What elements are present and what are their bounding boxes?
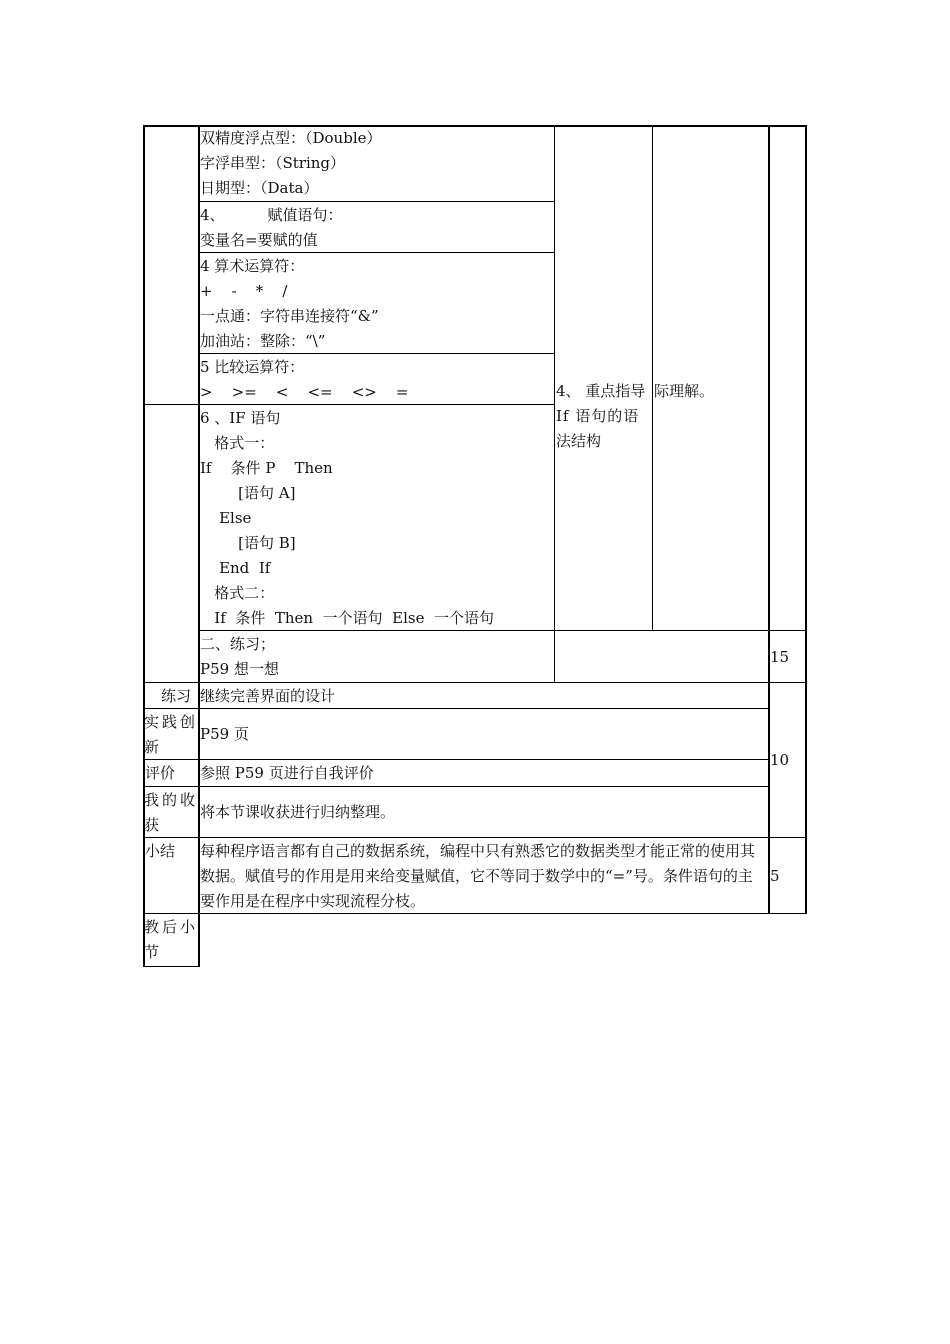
time-summary: 5 xyxy=(770,867,780,885)
assign-syntax: 变量名=要赋的值 xyxy=(200,231,318,249)
if-else: Else xyxy=(200,509,252,527)
if-statement-a: [语句 A] xyxy=(200,484,296,502)
table-bottom-border xyxy=(144,966,200,967)
type-double: 双精度浮点型：（Double） xyxy=(200,129,382,147)
row-content-innovation: P59 页 xyxy=(200,725,249,743)
if-format1-line: If 条件 P Then xyxy=(200,459,333,477)
type-date: 日期型：（Data） xyxy=(200,179,319,197)
row-label-harvest: 我的收获 xyxy=(144,791,199,834)
row-label-summary: 小结 xyxy=(145,842,176,860)
student-activity: 际理解。 xyxy=(654,382,715,400)
row-content-practice: 继续完善界面的设计 xyxy=(200,687,336,705)
if-heading: 6 、IF 语句 xyxy=(200,409,281,427)
row-divider xyxy=(199,201,554,202)
arith-intdiv-note: 加油站：整除：“\” xyxy=(200,332,326,350)
type-string: 字浮串型：（String） xyxy=(200,154,346,172)
row-label-reflection: 教后小节 xyxy=(144,918,199,961)
row-content-harvest: 将本节课收获进行归纳整理。 xyxy=(200,803,396,821)
practice-task: P59 想一想 xyxy=(200,660,279,678)
row-divider xyxy=(144,786,769,787)
row-divider xyxy=(144,759,769,760)
row-content-summary: 每种程序语言都有自己的数据系统，编程中只有熟悉它的数据类型才能正常的使用其数据。赋值号的作用是用来给变量赋值，它不等同于数学中的“=”号。条件语句的主要作用是在程序中实现流程分枝。 xyxy=(200,842,756,910)
row-divider xyxy=(144,682,806,683)
row-label-practice: 练习 xyxy=(161,687,192,705)
row-label-innovation: 实践创新 xyxy=(144,713,199,756)
compare-operators: > >= < <= <> = xyxy=(200,383,409,401)
time-middle: 10 xyxy=(770,751,790,769)
arith-concat-note: 一点通：字符串连接符“&” xyxy=(200,307,379,325)
if-format2-line: If 条件 Then 一个语句 Else 一个语句 xyxy=(200,609,494,627)
assign-heading: 4、 赋值语句： xyxy=(200,206,343,224)
if-end: End If xyxy=(200,559,271,577)
teacher-guidance-1: 4、 重点指导 xyxy=(556,382,646,400)
row-label-evaluation: 评价 xyxy=(145,764,176,782)
if-format2-label: 格式二： xyxy=(200,584,275,602)
row-content-evaluation: 参照 P59 页进行自我评价 xyxy=(200,764,374,782)
if-format1-label: 格式一： xyxy=(200,434,275,452)
row-divider xyxy=(144,837,806,838)
arith-operators: + - * / xyxy=(200,282,288,300)
teacher-guidance-3: 法结构 xyxy=(556,432,602,450)
col-divider-teacher xyxy=(554,125,555,682)
teacher-guidance-2: If 语句的语 xyxy=(556,407,640,425)
arith-heading: 4 算术运算符： xyxy=(200,257,305,275)
col-divider-time xyxy=(768,125,770,914)
col-divider-student xyxy=(652,125,653,631)
practice-heading: 二、练习； xyxy=(200,635,276,653)
table-right-border xyxy=(805,125,807,914)
compare-heading: 5 比较运算符： xyxy=(200,358,305,376)
if-statement-b: [语句 B] xyxy=(200,534,296,552)
time-practice: 15 xyxy=(770,648,790,666)
